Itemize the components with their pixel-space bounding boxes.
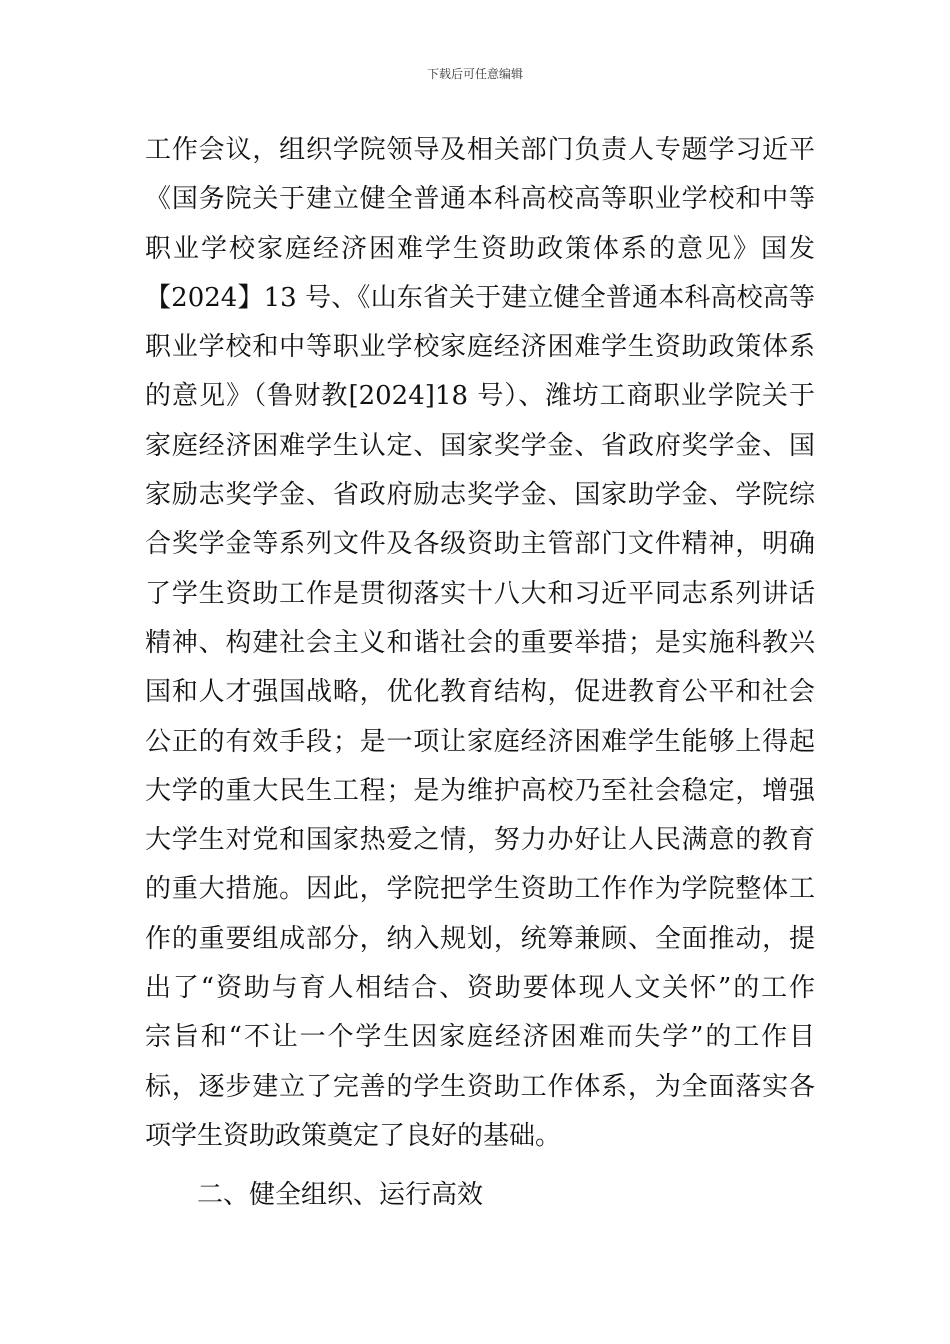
paragraph-line: 宗旨和“不让一个学生因家庭经济困难而失学”的工作目 [145,1022,815,1053]
paragraph-line: 作的重要组成部分，纳入规划，统筹兼顾、全面推动，提 [145,923,815,954]
paragraph-line: 公正的有效手段；是一项让家庭经济困难学生能够上得起 [145,726,815,757]
paragraph-line: 《国务院关于建立健全普通本科高校高等职业学校和中等 [145,184,815,215]
paragraph-line: 的重大措施。因此，学院把学生资助工作作为学院整体工 [145,874,815,905]
body-paragraph [145,126,815,1161]
paragraph-line: 了学生资助工作是贯彻落实十八大和习近平同志系列讲话 [145,578,815,609]
paragraph-line: 合奖学金等系列文件及各级资助主管部门文件精神，明确 [145,529,815,560]
page-header-note: 下载后可任意编辑 [426,67,523,81]
paragraph-line: 国和人才强国战略，优化教育结构，促进教育公平和社会 [145,677,815,708]
paragraph-line: 职业学校家庭经济困难学生资助政策体系的意见》国发 [145,233,815,264]
paragraph-line: 家庭经济困难学生认定、国家奖学金、省政府奖学金、国 [145,430,815,461]
paragraph-line: 精神、构建社会主义和谐社会的重要举措；是实施科教兴 [145,627,815,658]
paragraph-line: 工作会议，组织学院领导及相关部门负责人专题学习近平 [145,135,815,165]
paragraph-line: 家励志奖学金、省政府励志奖学金、国家助学金、学院综 [145,480,815,511]
paragraph-line: 的意见》（鲁财教[2024]18 号）、潍坊工商职业学院关于 [145,381,815,412]
paragraph-line: 标，逐步建立了完善的学生资助工作体系，为全面落实各 [145,1071,815,1102]
paragraph-line: 项学生资助政策奠定了良好的基础。 [145,1120,562,1151]
paragraph-line: 大学的重大民生工程；是为维护高校乃至社会稳定，增强 [145,775,815,806]
paragraph-line: 出了“资助与育人相结合、资助要体现人文关怀”的工作 [145,973,815,1004]
section-heading: 二、健全组织、运行高效 [197,1180,484,1210]
paragraph-line: 职业学校和中等职业学校家庭经济困难学生资助政策体系 [145,332,815,363]
paragraph-line: 【2024】13 号、《山东省关于建立健全普通本科高校高等 [145,282,815,313]
paragraph-line: 大学生对党和国家热爱之情，努力办好让人民满意的教育 [145,825,815,856]
